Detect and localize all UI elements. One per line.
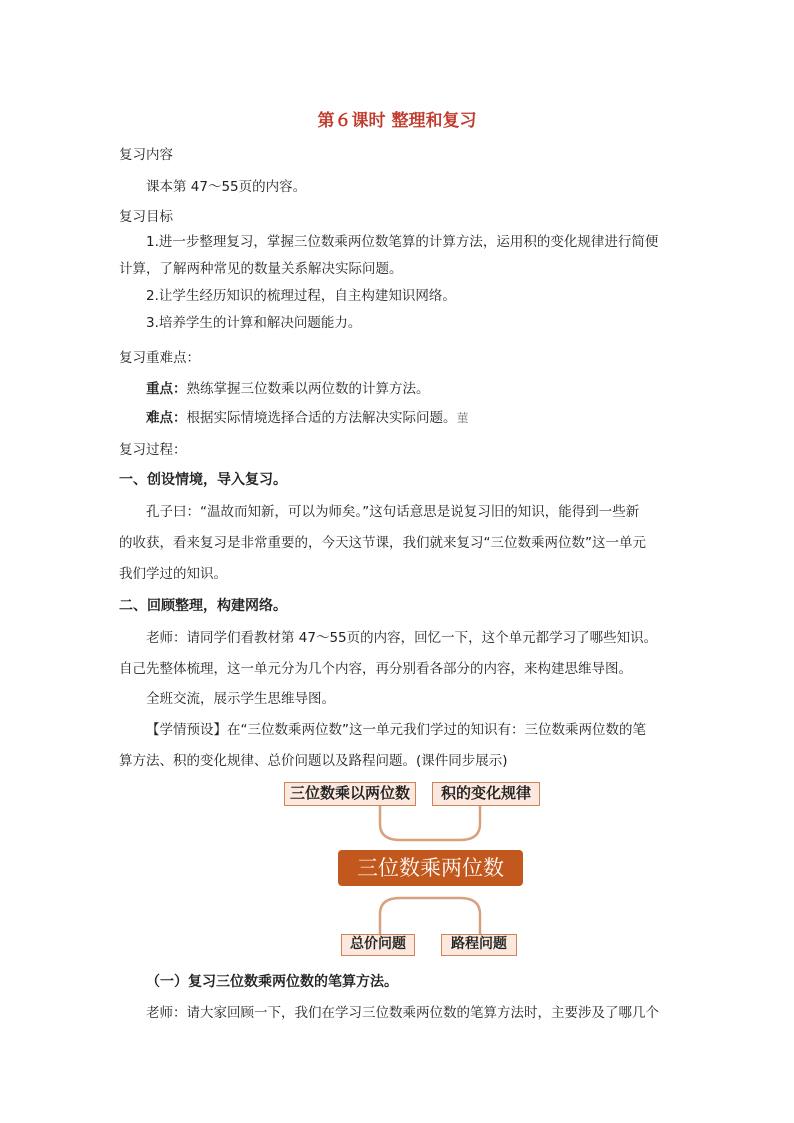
difficulty-label: 难点： <box>146 410 187 426</box>
key-point-label: 重点： <box>146 381 187 397</box>
mind-map-node-distance: 路程问题 <box>441 934 517 956</box>
review-content-heading: 复习内容 <box>119 147 173 163</box>
page-title: 第６课时 整理和复习 <box>317 111 477 131</box>
part-2-line-1: 老师：请同学们看教材第 47～55页的内容，回忆一下，这个单元都学习了哪些知识。 <box>146 630 658 646</box>
part-1-line-3: 我们学过的知识。 <box>119 566 227 582</box>
part-1-heading: 一、创设情境，导入复习。 <box>119 472 287 488</box>
bottom-connector <box>380 898 480 934</box>
goal-2: 2.让学生经历知识的梳理过程，自主构建知识网络。 <box>146 288 456 304</box>
difficulty-line <box>146 409 469 427</box>
mind-map-center-node: 三位数乘两位数 <box>338 850 523 886</box>
part-2-line-5: 算方法、积的变化规律、总价问题以及路程问题。(课件同步展示) <box>119 753 508 769</box>
review-goals-heading: 复习目标 <box>119 209 173 225</box>
difficulty-mark: 菫 <box>456 411 469 425</box>
mind-map-node-product-rule: 积的变化规律 <box>432 782 540 806</box>
part-2-line-2: 自己先整体梳理，这一单元分为几个内容，再分别看各部分的内容，来构建思维导图。 <box>119 661 632 677</box>
part-2-heading: 二、回顾整理，构建网络。 <box>119 598 287 614</box>
mind-map-node-multiply-method: 三位数乘以两位数 <box>284 782 416 806</box>
goal-1-line-2: 计算，了解两种常见的数量关系解决实际问题。 <box>119 261 403 277</box>
difficulty-text: 根据实际情境选择合适的方法解决实际问题。 <box>186 410 457 426</box>
key-point-text: 熟练掌握三位数乘以两位数的计算方法。 <box>186 381 430 397</box>
part-1-line-1: 孔子曰：“温故而知新，可以为师矣。”这句话意思是说复习旧的知识，能得到一些新 <box>146 504 640 520</box>
process-heading: 复习过程： <box>119 442 187 458</box>
part-3-heading: （一）复习三位数乘两位数的笔算方法。 <box>146 974 398 990</box>
part-2-line-4: 【学情预设】在“三位数乘两位数”这一单元我们学过的知识有：三位数乘两位数的笔 <box>146 722 646 738</box>
top-connector <box>380 806 480 840</box>
mind-map <box>270 778 550 962</box>
mind-map-node-total-price: 总价问题 <box>341 934 415 956</box>
part-2-line-3: 全班交流，展示学生思维导图。 <box>146 691 335 707</box>
part-3-line-1: 老师：请大家回顾一下，我们在学习三位数乘两位数的笔算方法时，主要涉及了哪几个 <box>146 1005 659 1021</box>
goal-1-line-1: 1.进一步整理复习，掌握三位数乘两位数笔算的计算方法，运用积的变化规律进行简便 <box>146 234 659 250</box>
review-content-text: 课本第 47～55页的内容。 <box>146 179 307 195</box>
goal-3: 3.培养学生的计算和解决问题能力。 <box>146 315 362 331</box>
part-1-line-2: 的收获，看来复习是非常重要的，今天这节课，我们就来复习“三位数乘两位数”这一单元 <box>119 535 646 551</box>
key-points-heading: 复习重难点： <box>119 350 200 366</box>
key-point-line <box>146 380 430 398</box>
